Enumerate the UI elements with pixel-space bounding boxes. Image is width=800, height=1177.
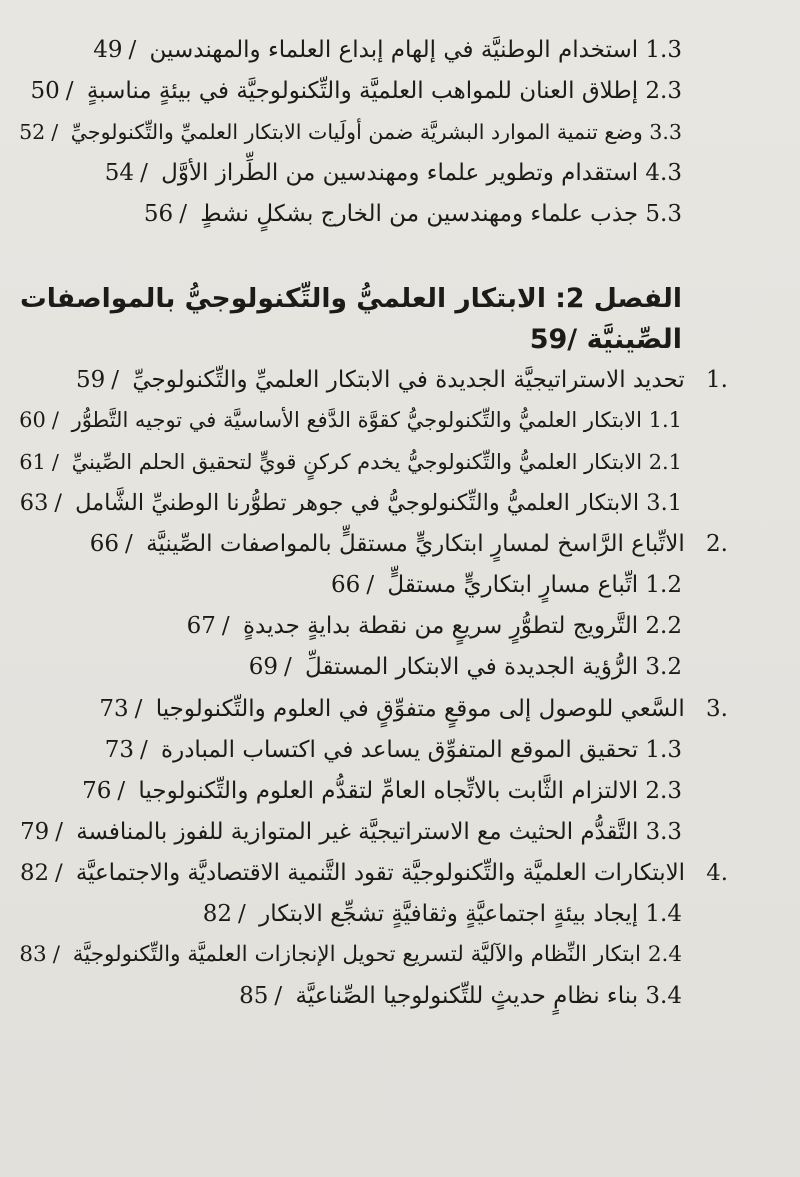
toc-entry: 3.3 وضع تنمية الموارد البشريَّة ضمن أولَيات الابتكار العلميِّ والتِّكنولوجيِّ /52 [19, 117, 682, 147]
entry-page: 66 [89, 531, 119, 557]
toc-section: 2. الاتِّباع الرَّاسخ لمسارٍ ابتكاريٍّ مستقلٍّ بالمواصفات الصِّينيَّة /66 [89, 531, 728, 557]
entry-title: الاتِّباع الرَّاسخ لمسارٍ ابتكاريٍّ مستقلٍّ بالمواصفات الصِّينيَّة [146, 531, 685, 557]
entry-page: 63 [19, 490, 49, 516]
entry-title: الابتكار العلميُّ والتِّكنولوجيُّ في جوهر تطوُّرنا الوطنيِّ الشَّامل [75, 490, 640, 516]
entry-number: 2.4 [647, 942, 682, 967]
toc-entry: 1.1 الابتكار العلميُّ والتِّكنولوجيُّ كقوَّة الدَّفع الأساسيَّة في توجيه التَّطوُّر /60 [19, 405, 682, 435]
entry-title: اتِّباع مسارٍ ابتكاريٍّ مستقلٍّ [387, 572, 639, 598]
toc-entry: 1.4 إيجاد بيئةٍ اجتماعيَّةٍ وثقافيَّةٍ تشجِّع الابتكار /82 [202, 901, 682, 927]
toc-entry: 3.1 الابتكار العلميُّ والتِّكنولوجيُّ في جوهر تطوُّرنا الوطنيِّ الشَّامل /63 [19, 490, 682, 516]
entry-title: الابتكارات العلميَّة والتِّكنولوجيَّة تقود التَّنمية الاقتصاديَّة والاجتماعيَّة [75, 860, 685, 886]
entry-page: 73 [104, 737, 134, 763]
toc-entry: 3.3 التَّقدُّم الحثيث مع الاستراتيجيَّة غير المتوازية للفوز بالمنافسة /79 [20, 819, 682, 845]
entry-page: 54 [104, 160, 135, 186]
entry-title: تحديد الاستراتيجيَّة الجديدة في الابتكار العلميِّ والتِّكنولوجيِّ [132, 367, 685, 393]
entry-number: 1.4 [645, 901, 682, 927]
entry-number: 2.3 [645, 778, 682, 804]
chapter-heading-tail: الصِّينيَّة [586, 324, 682, 355]
entry-title: الرُّؤية الجديدة في الابتكار المستقلِّ [305, 654, 639, 680]
chapter-heading-line1: الفصل 2: الابتكار العلميُّ والتِّكنولوجيُّ بالمواصفات [20, 283, 682, 314]
entry-number: 4.3 [645, 160, 682, 186]
entry-number: 1.2 [645, 572, 682, 598]
entry-page: 66 [331, 572, 361, 598]
toc-entry: 2.3 إطلاق العنان للمواهب العلميَّة والتِّكنولوجيَّة في بيئةٍ مناسبةٍ /50 [30, 78, 682, 104]
toc-section: 1. تحديد الاستراتيجيَّة الجديدة في الابتكار العلميِّ والتِّكنولوجيِّ /59 [75, 367, 728, 393]
entry-page: 56 [143, 201, 174, 227]
toc-entry: 2.4 ابتكار النِّظام والآليَّة لتسريع تحويل الإنجازات العلميَّة والتِّكنولوجيَّة /83 [19, 940, 682, 970]
entry-number: 1.1 [648, 408, 682, 432]
entry-title: الابتكار العلميُّ والتِّكنولوجيُّ كقوَّة الدَّفع الأساسيَّة في توجيه التَّطوُّر [71, 408, 642, 432]
entry-title: ابتكار النِّظام والآليَّة لتسريع تحويل الإنجازات العلميَّة والتِّكنولوجيَّة [72, 942, 642, 967]
entry-number: 2.3 [645, 78, 682, 104]
toc-entry: 1.3 تحقيق الموقع المتفوِّق يساعد في اكتساب المبادرة /73 [104, 737, 682, 763]
entry-title: الالتزام الثَّابت بالاتِّجاه العامِّ لتقدُّم العلوم والتِّكنولوجيا [138, 778, 639, 804]
entry-title: إيجاد بيئةٍ اجتماعيَّةٍ وثقافيَّةٍ تشجِّع الابتكار [259, 901, 639, 927]
toc-entry: 5.3 جذب علماء ومهندسين من الخارج بشكلٍ نشطٍ /56 [143, 201, 682, 227]
entry-title: التَّقدُّم الحثيث مع الاستراتيجيَّة غير المتوازية للفوز بالمنافسة [76, 819, 639, 845]
toc-entry: 3.4 بناء نظامٍ حديثٍ للتِّكنولوجيا الصِّناعيَّة /85 [239, 983, 682, 1009]
entry-page: 49 [93, 37, 123, 63]
entry-page: 82 [202, 901, 233, 927]
chapter-page: 59 [529, 324, 568, 355]
toc-entry: 2.3 الالتزام الثَّابت بالاتِّجاه العامِّ لتقدُّم العلوم والتِّكنولوجيا /76 [82, 778, 682, 804]
entry-title: وضع تنمية الموارد البشريَّة ضمن أولَيات الابتكار العلميِّ والتِّكنولوجيِّ [70, 120, 643, 144]
entry-title: إطلاق العنان للمواهب العلميَّة والتِّكنولوجيَّة في بيئةٍ مناسبةٍ [86, 78, 639, 104]
section-number: 3. [706, 696, 728, 722]
entry-page: 67 [186, 613, 216, 639]
entry-page: 85 [239, 983, 269, 1009]
section-number: 2. [706, 531, 728, 557]
entry-page: 59 [75, 367, 106, 393]
entry-number: 3.2 [645, 654, 682, 680]
entry-number: 3.3 [645, 819, 682, 845]
entry-number: 1.3 [645, 37, 682, 63]
entry-title: بناء نظامٍ حديثٍ للتِّكنولوجيا الصِّناعيَّة [295, 983, 639, 1009]
entry-page: 52 [19, 120, 46, 144]
entry-page: 69 [248, 654, 278, 680]
entry-page: 79 [20, 819, 50, 845]
entry-number: 3.1 [646, 490, 682, 516]
entry-number: 2.1 [648, 450, 682, 474]
entry-title: استقدام وتطوير علماء ومهندسين من الطِّراز الأوَّل [161, 160, 639, 186]
entry-title: تحقيق الموقع المتفوِّق يساعد في اكتساب المبادرة [161, 737, 639, 763]
entry-page: 82 [19, 860, 49, 886]
entry-title: الابتكار العلميُّ والتِّكنولوجيُّ يخدم كركنٍ قويٍّ لتحقيق الحلم الصِّينيِّ [71, 450, 643, 474]
toc-entry: 2.1 الابتكار العلميُّ والتِّكنولوجيُّ يخدم كركنٍ قويٍّ لتحقيق الحلم الصِّينيِّ /61 [19, 447, 682, 477]
entry-page: 60 [19, 408, 46, 432]
section-number: 4. [706, 860, 728, 886]
toc-section: 4. الابتكارات العلميَّة والتِّكنولوجيَّة تقود التَّنمية الاقتصاديَّة والاجتماعيَّة /82 [19, 860, 728, 886]
chapter-heading-line2: الصِّينيَّة /59 [530, 322, 682, 358]
entry-page: 50 [30, 78, 60, 104]
toc-section: 3. السَّعي للوصول إلى موقعٍ متفوِّقٍ في العلوم والتِّكنولوجيا /73 [99, 696, 728, 722]
entry-number: 3.3 [649, 120, 682, 144]
toc-entry: 3.2 الرُّؤية الجديدة في الابتكار المستقلِّ /69 [248, 654, 682, 680]
toc-entry: 1.3 استخدام الوطنيَّة في إلهام إبداع العلماء والمهندسين /49 [93, 37, 682, 63]
entry-title: استخدام الوطنيَّة في إلهام إبداع العلماء والمهندسين [149, 37, 639, 63]
entry-title: جذب علماء ومهندسين من الخارج بشكلٍ نشطٍ [200, 201, 639, 227]
entry-title: التَّرويج لتطوُّرٍ سريعٍ من نقطة بدايةٍ جديدةٍ [242, 613, 639, 639]
entry-number: 3.4 [645, 983, 682, 1009]
entry-page: 83 [19, 942, 47, 967]
toc-entry: 2.2 التَّرويج لتطوُّرٍ سريعٍ من نقطة بدايةٍ جديدةٍ /67 [186, 613, 682, 639]
entry-page: 61 [19, 450, 46, 474]
toc-entry: 1.2 اتِّباع مسارٍ ابتكاريٍّ مستقلٍّ /66 [331, 572, 682, 598]
entry-number: 2.2 [645, 613, 682, 639]
entry-title: السَّعي للوصول إلى موقعٍ متفوِّقٍ في العلوم والتِّكنولوجيا [155, 696, 685, 722]
entry-number: 5.3 [645, 201, 682, 227]
section-number: 1. [706, 367, 728, 393]
toc-entry: 4.3 استقدام وتطوير علماء ومهندسين من الطِّراز الأوَّل /54 [104, 160, 682, 186]
entry-page: 73 [99, 696, 129, 722]
entry-page: 76 [82, 778, 112, 804]
entry-number: 1.3 [645, 737, 682, 763]
